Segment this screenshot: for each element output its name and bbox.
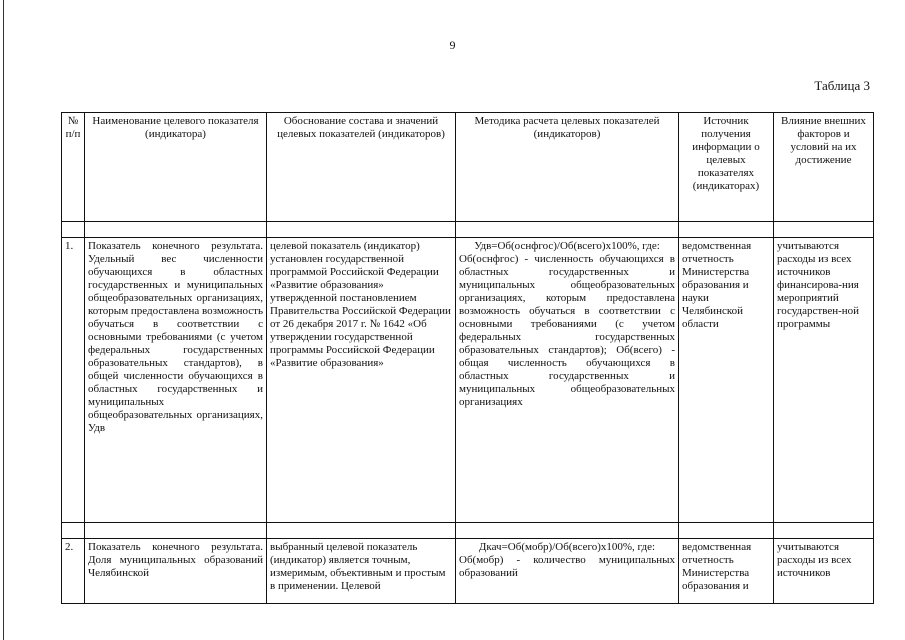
scan-left-edge [3,0,4,640]
table-row [62,539,874,604]
row-method-cell [456,238,679,523]
row-indicator-name: Показатель конечного результата. Удельный вес численности обучающихся в областных государственных и муниципальных общеобразовательных организациях, которым предоставлена возможность обучаться в соответствии с основными требованиями (с учетом федеральных государственных образовательных стандартов), в общей численности обучающихся в областных государственных и муниципальных общеобразовательных организациях, Удв [85,238,267,523]
row-source: ведомственная отчетность Министерства образования и [679,539,774,604]
row-formula: Удв=Об(оснфгос)/Об(всего)х100%, где: [474,240,660,252]
page-number: 9 [449,38,456,52]
row-basis: выбранный целевой показатель (индикатор) является точным, измеримым, объективным и простым в применении. Целевой [267,539,456,604]
row-formula: Дкач=Об(мобр)/Об(всего)х100%, где: [478,541,656,553]
row-num: 1. [62,238,85,523]
header-source: Источник получения информации о целевых показателях (индикаторах) [679,113,774,222]
row-method: Об(мобр) - количество муниципальных образований [459,554,675,579]
row-influence: учитываются расходы из всех источников [774,539,874,604]
table-header-row [62,113,874,222]
row-num: 2. [62,539,85,604]
table-caption: Таблица 3 [814,78,870,93]
table-spacer-row [62,523,874,539]
row-method: Об(оснфгос) - численность обучающихся в областных государственных и муниципальных общеобразовательных организациях, которым предоставлена возможность обучаться в соответствии с основными требованиями (с учетом федеральных государственных образовательных стандартов); Об(всего) - общая численность обучающихся в областных государственных и муниципальных общеобразовательных организациях [459,253,675,408]
row-source: ведомственная отчетность Министерства образования и науки Челябинской области [679,238,774,523]
header-influence: Влияние внешних факторов и условий на их достижение [774,113,874,222]
row-indicator-name: Показатель конечного результата. Доля муниципальных образований Челябинской [85,539,267,604]
header-basis: Обоснование состава и значений целевых показателей (индикаторов) [267,113,456,222]
row-method-cell [456,539,679,604]
table-spacer-row [62,222,874,238]
header-name: Наименование целевого показателя (индикатора) [85,113,267,222]
row-basis: целевой показатель (индикатор) установлен государственной программой Российской Федерации «Развитие образования» утвержденной постановлением Правительства Российской Федерации от 26 декабря 2017 г. № 1642 «Об утверждении государственной программы Российской Федерации «Развитие образования» [267,238,456,523]
header-num: № п/п [62,113,85,222]
header-method: Методика расчета целевых показателей (индикаторов) [456,113,679,222]
table-row [62,238,874,523]
indicators-table [61,112,874,604]
row-influence: учитываются расходы из всех источников финансирова-ния мероприятий государствен-ной программы [774,238,874,523]
